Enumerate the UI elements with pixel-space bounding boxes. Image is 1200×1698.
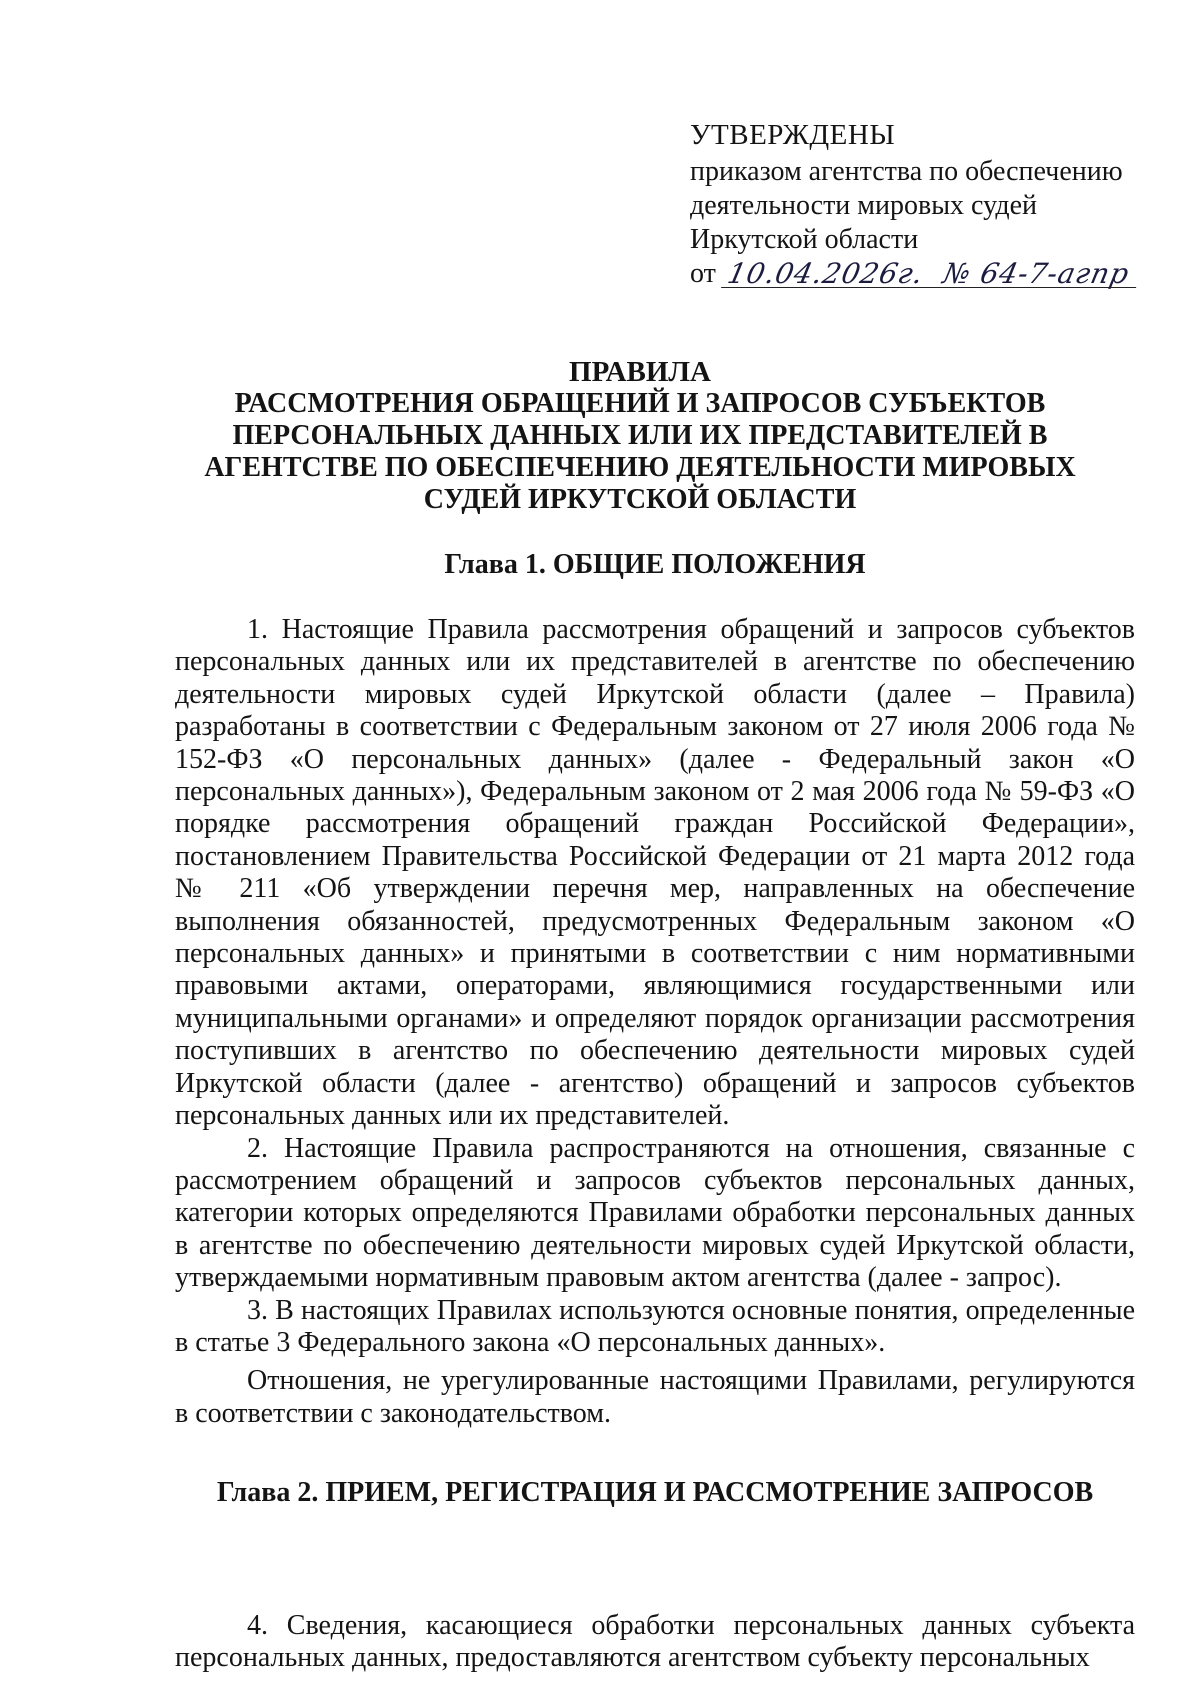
title-line-1: РАССМОТРЕНИЯ ОБРАЩЕНИЙ И ЗАПРОСОВ СУБЪЕКТОВ [234,388,1046,419]
chapter-1-heading: Глава 1. ОБЩИЕ ПОЛОЖЕНИЯ [444,549,866,580]
date-underline [721,287,1136,288]
approval-date-line [690,257,1160,291]
approval-line-2: деятельности мировых судей [690,190,1037,221]
title-line-4: СУДЕЙ ИРКУТСКОЙ ОБЛАСТИ [423,484,857,515]
date-prefix: от [690,258,716,289]
approval-line-1: приказом агентства по обеспечению [690,156,1123,187]
paragraph-4: 4. Сведения, касающиеся обработки персональных данных субъекта персональных данных, предоставляются агентством субъекту персональных [175,1610,1135,1674]
document-title [160,356,1120,516]
handwritten-date: 10.04.2026г. [724,257,927,290]
approval-line-3: Иркутской области [690,224,919,255]
title-line-3: АГЕНТСТВЕ ПО ОБЕСПЕЧЕНИЮ ДЕЯТЕЛЬНОСТИ МИРОВЫХ [204,452,1076,483]
chapter-2-heading: Глава 2. ПРИЕМ, РЕГИСТРАЦИЯ И РАССМОТРЕНИЕ ЗАПРОСОВ [216,1477,1094,1508]
approval-block [690,118,1160,291]
handwritten-date-number [720,257,1136,291]
chapter-1-body [175,614,1135,1430]
paragraph-1: 1. Настоящие Правила рассмотрения обращений и запросов субъектов персональных данных или их представителей в агентстве по обеспечению деятельности мировых судей Иркутской области (далее – Правила) разработаны в соответствии с Федеральным законом от 27 июля 2006 года № 152-ФЗ «О персональных данных» (далее - Федеральный закон «О персональных данных»), Федеральным законом от 2 мая 2006 года № 59-ФЗ «О порядке рассмотрения обращений граждан Российской Федерации», постановлением Правительства Российской Федерации от 21 марта 2012 года № 211 «Об утверждении перечня мер, направленных на обеспечение выполнения обязанностей, предусмотренных Федеральным законом «О персональных данных» и принятыми в соответствии с ним нормативными правовыми актами, операторами, являющимися государственными или муниципальными органами» и определяют порядок организации рассмотрения поступивших в агентство по обеспечению деятельности мировых судей Иркутской области (далее - агентство) обращений и запросов субъектов персональных данных или их представителей. [175,614,1135,1132]
approved-label: УТВЕРЖДЕНЫ [690,119,896,151]
title-main: ПРАВИЛА [569,356,711,388]
handwritten-number: № 64-7-агпр [939,257,1133,290]
paragraph-3-continued: Отношения, не урегулированные настоящими Правилами, регулируются в соответствии с законодательством. [175,1365,1135,1429]
paragraph-2: 2. Настоящие Правила распространяются на отношения, связанные с рассмотрением обращений и запросов субъектов персональных данных, категории которых определяются Правилами обработки персональных данных в агентстве по обеспечению деятельности мировых судей Иркутской области, утверждаемыми нормативным правовым актом агентства (далее - запрос). [175,1132,1135,1294]
paragraph-3: 3. В настоящих Правилах используются основные понятия, определенные в статье 3 Федерального закона «О персональных данных». [175,1294,1135,1358]
chapter-2-body [175,1610,1135,1675]
title-line-2: ПЕРСОНАЛЬНЫХ ДАННЫХ ИЛИ ИХ ПРЕДСТАВИТЕЛЕЙ В [232,420,1048,451]
